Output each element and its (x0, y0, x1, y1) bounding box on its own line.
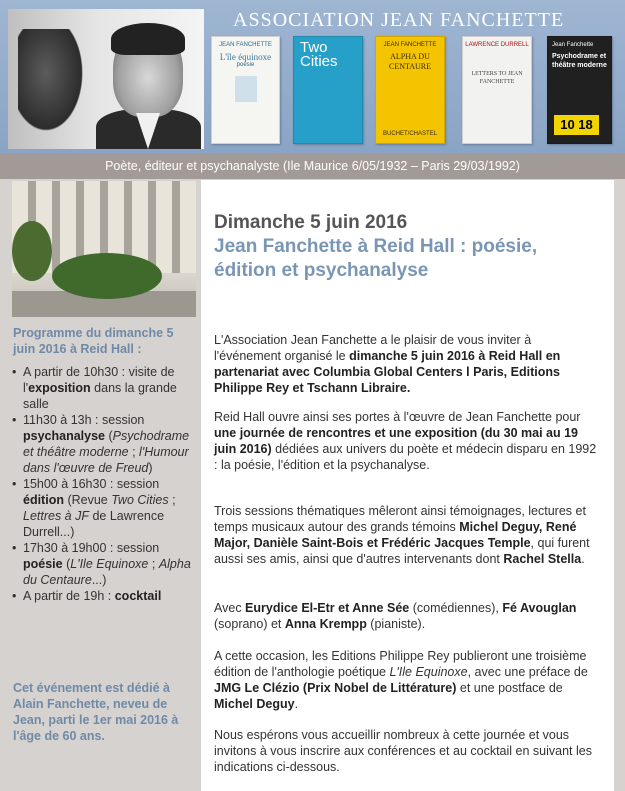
tagline: Poète, éditeur et psychanalyste (Ile Maurice 6/05/1932 – Paris 29/03/1992) (0, 153, 625, 179)
book-author: JEAN FANCHETTE (219, 42, 272, 48)
book-title: LETTERS TO JEAN FANCHETTE (471, 71, 523, 85)
program-item: • 11h30 à 13h : session psychanalyse (Psychodrame et théâtre moderne ; l'Humour dans l'œuvre de Freud) (12, 412, 198, 476)
main-content (201, 180, 614, 791)
book-cover-psychodrame (547, 36, 612, 144)
book-illustration (235, 76, 257, 102)
book-author: LAWRENCE DURRELL (465, 42, 529, 48)
site-title: ASSOCIATION JEAN FANCHETTE (233, 9, 565, 31)
book-cover-two-cities (293, 36, 363, 144)
book-title: L'île équinoxe (219, 52, 272, 62)
book-cover-alpha-du-centaure (375, 36, 445, 144)
book-title: Psychodrame et théâtre moderne (552, 53, 607, 69)
program-item: • A partir de 19h : cocktail (12, 588, 198, 604)
book-author: Jean Fanchette (552, 42, 594, 48)
book-cover-letters-to-jean-fanchette (462, 36, 532, 144)
sidebar (0, 180, 200, 791)
paragraph-closing: Nous espérons vous accueillir nombreux à cette journée et vous invitons à vous inscrire aux conférences et au cocktail en suivant les indications ci-dessous. (214, 728, 592, 774)
paragraph-sessions: Trois sessions thématiques mêleront ainsi témoignages, lectures et temps musicaux autour des grands témoins Michel Deguy, René Major, Danièle Saint-Bois et Frédéric Jacques Temple, qui furent aussi ses amis, ainsi que d'autres intervenants dont Rachel Stella. (214, 504, 590, 566)
book-subtitle: poésie (236, 62, 255, 68)
paragraph-reid-hall: Reid Hall ouvre ainsi ses portes à l'œuvre de Jean Fanchette pour une journée de rencontres et une exposition (du 30 mai au 19 juin 2016) dédiées aux univers du poète et médecin disparu en 1992 : la poésie, l'édition et la psychanalyse. (214, 410, 597, 472)
reid-hall-photo (12, 181, 196, 317)
paragraph-publication: A cette occasion, les Editions Philippe Rey publieront une troisième édition de l'anthologie poétique L'Ile Equinoxe, avec une préface de JMG Le Clézio (Prix Nobel de Littérature) et une postface de Michel Deguy. (214, 649, 588, 711)
portrait-photo (8, 9, 204, 149)
paragraph-invitation: L'Association Jean Fanchette a le plaisir de vous inviter à l'événement organisé le dimanche 5 juin 2016 à Reid Hall en partenariat avec Columbia Global Centers l Paris, Editions Philippe Rey et Tschann Libraire. (214, 333, 561, 395)
book-cover-ile-equinoxe (211, 36, 280, 144)
header-banner (0, 0, 625, 153)
dedication-note: Cet événement est dédié à Alain Fanchette, neveu de Jean, parti le 1er mai 2016 à l'âge de 60 ans. (13, 681, 179, 743)
program-list (12, 364, 198, 604)
program-item: • 17h30 à 19h00 : session poésie (L'Ile Equinoxe ; Alpha du Centaure...) (12, 540, 198, 588)
book-title: Two Cities (300, 39, 338, 70)
program-item: • A partir de 10h30 : visite de l'exposition dans la grande salle (12, 364, 198, 412)
event-title: Jean Fanchette à Reid Hall : poésie, édition et psychanalyse (214, 236, 538, 281)
event-date: Dimanche 5 juin 2016 (214, 212, 408, 233)
paragraph-performers: Avec Eurydice El-Etr et Anne Sée (comédiennes), Fé Avouglan (soprano) et Anna Krempp (pianiste). (214, 601, 577, 631)
publisher-logo: 10 18 (554, 115, 599, 135)
book-publisher: BUCHET/CHASTEL (382, 131, 437, 137)
book-author: JEAN FANCHETTE (383, 42, 437, 48)
program-title: Programme du dimanche 5 juin 2016 à Reid Hall : (13, 326, 174, 356)
program-item: • 15h00 à 16h30 : session édition (Revue Two Cities ; Lettres à JF de Lawrence Durrell...) (12, 476, 198, 540)
book-title: ALPHA DU CENTAURE (388, 52, 432, 71)
